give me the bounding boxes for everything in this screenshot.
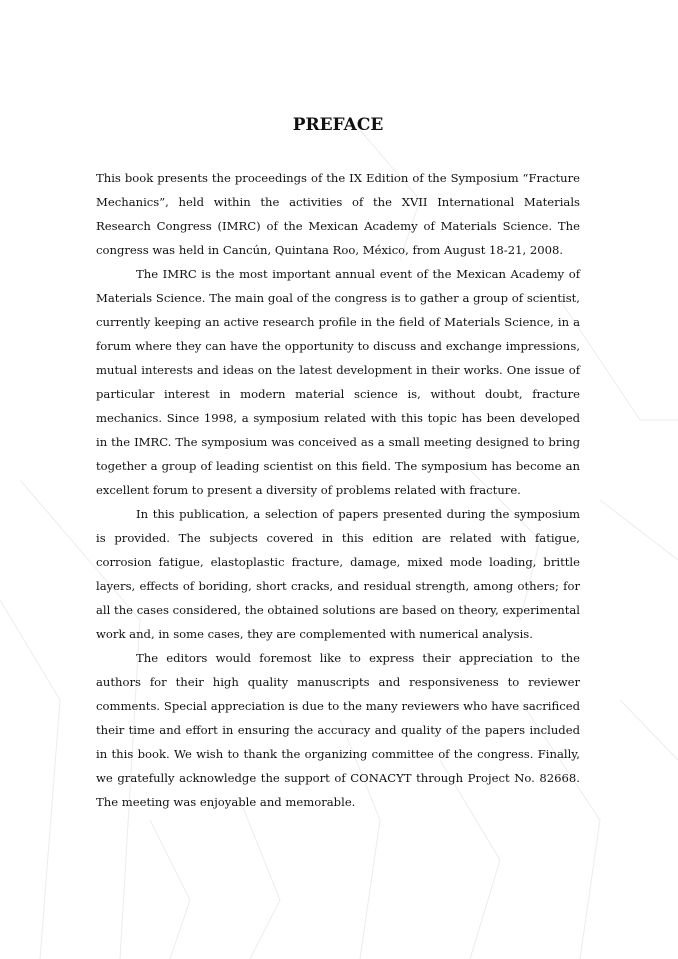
paragraph-3: In this publication, a selection of papers presented during the symposium is provided. The subjects covered in this edition are related with fatigue, corrosion fatigue, elastoplastic fracture, damage, mixed mode loading, brittle layers, effects of boriding, short cracks, and residual strength, among others; for all the cases considered, the obtained solutions are based on theory, experimental work and, in some cases, they are complemented with numerical analysis. <box>96 507 580 641</box>
paragraph-4: The editors would foremost like to express their appreciation to the authors for their high quality manuscripts and responsiveness to reviewer comments. Special appreciation is due to the many reviewers who have sacrificed their time and effort in ensuring the accuracy and quality of the papers included in this book. We wish to thank the organizing committee of the congress. Finally, we gratefully acknowledge the support of CONACYT through Project No. 82668. The meeting was enjoyable and memorable. <box>96 651 580 809</box>
preface-body <box>96 166 580 814</box>
paragraph-2: The IMRC is the most important annual event of the Mexican Academy of Materials Science. The main goal of the congress is to gather a group of scientist, currently keeping an active research profile in the field of Materials Science, in a forum where they can have the opportunity to discuss and exchange impressions, mutual interests and ideas on the latest development in their works. One issue of particular interest in modern material science is, without doubt, fracture mechanics. Since 1998, a symposium related with this topic has been developed in the IMRC. The symposium was conceived as a small meeting designed to bring together a group of leading scientist on this field. The symposium has become an excellent forum to present a diversity of problems related with fracture. <box>96 267 580 497</box>
paragraph-1: This book presents the proceedings of the IX Edition of the Symposium “Fracture Mechanics”, held within the activities of the XVII International Materials Research Congress (IMRC) of the Mexican Academy of Materials Science. The congress was held in Cancún, Quintana Roo, México, from August 18-21, 2008. <box>96 171 580 257</box>
page-title: PREFACE <box>292 115 384 135</box>
